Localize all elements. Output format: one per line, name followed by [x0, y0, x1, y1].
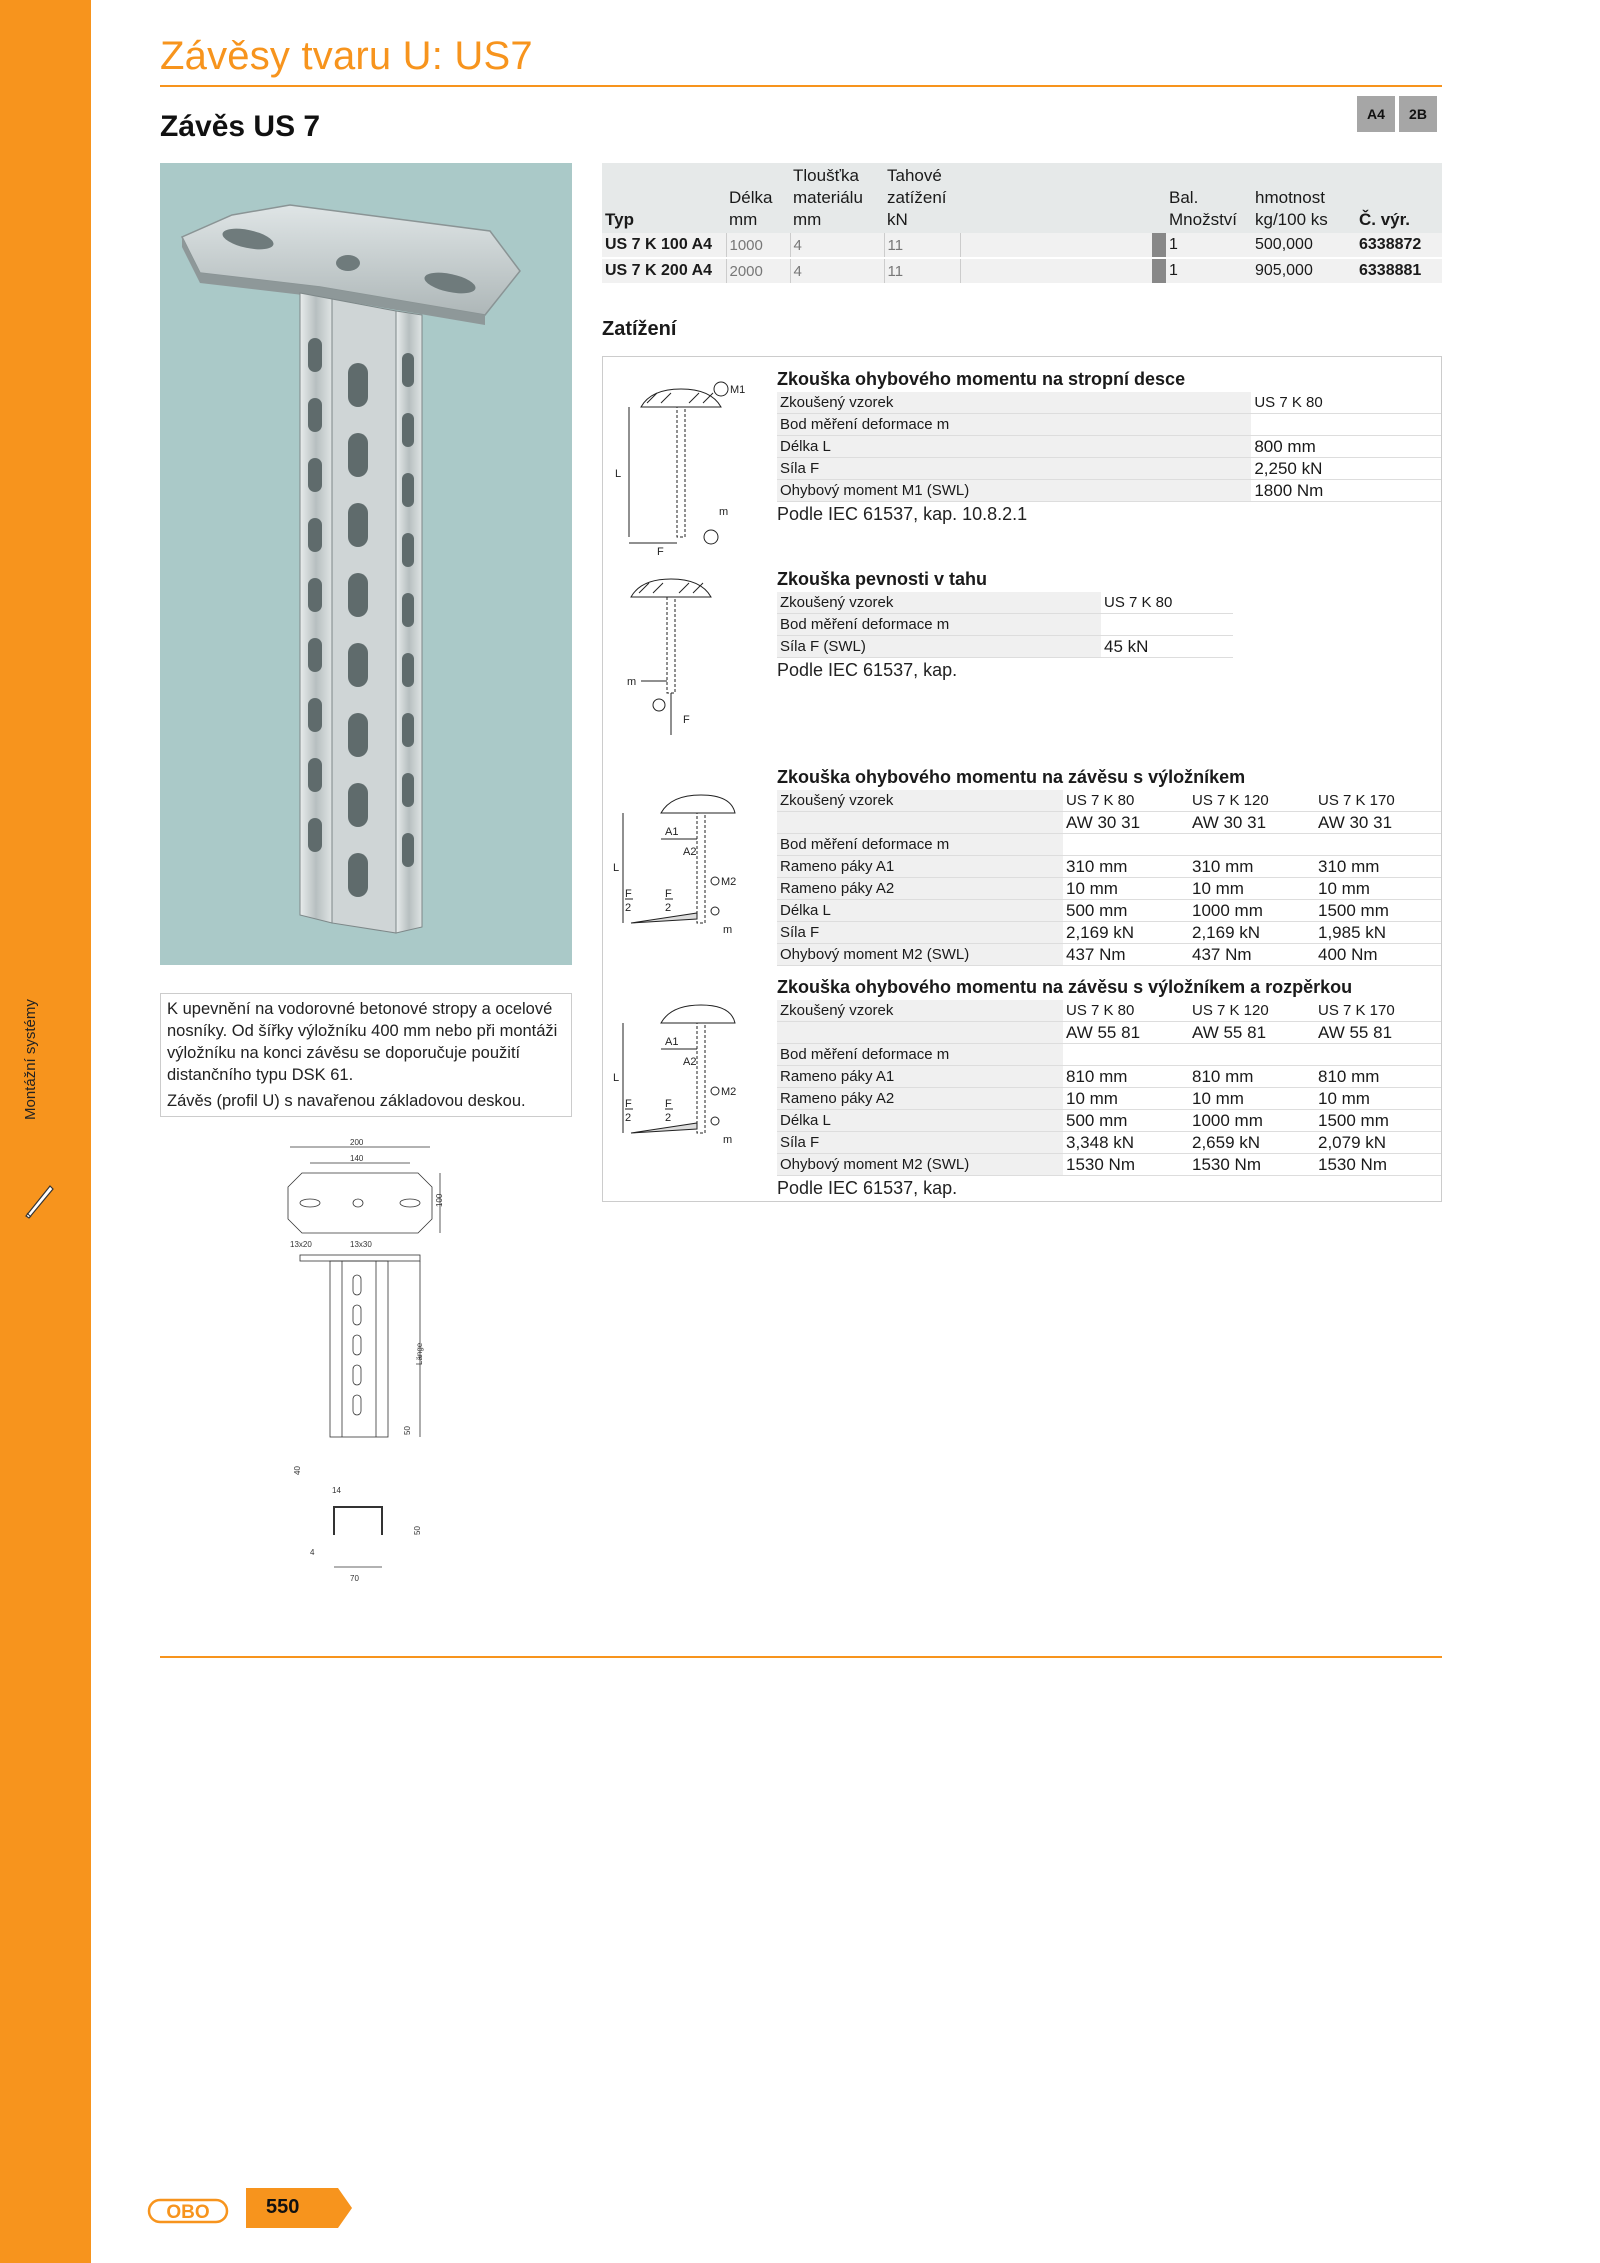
cell: 1530 Nm	[1189, 1154, 1315, 1176]
col-head: US 7 K 80	[1063, 1000, 1189, 1022]
standard-note: Podle IEC 61537, kap.	[777, 1178, 958, 1198]
cell: 10 mm	[1189, 878, 1315, 900]
col-head: US 7 K 80	[1063, 790, 1189, 812]
table-row	[777, 834, 1441, 856]
col-spacer	[960, 163, 1152, 233]
tensile-test-diagram	[611, 567, 731, 737]
col-label: hmotnost	[1255, 188, 1325, 207]
cell	[1189, 834, 1315, 856]
table-row	[777, 414, 1441, 436]
table-row	[777, 900, 1441, 922]
badge-group	[1357, 96, 1437, 132]
diag-label: m	[723, 924, 733, 936]
cell-tahove: 11	[884, 258, 960, 284]
table-row	[777, 636, 1233, 658]
table-row	[777, 812, 1441, 834]
section-bending-slab	[777, 369, 1441, 525]
row-marker	[1152, 258, 1166, 284]
title-rule	[160, 85, 1442, 87]
diag-label: F	[625, 1098, 632, 1110]
table-row	[777, 458, 1441, 480]
hanger-illustration	[160, 163, 572, 965]
row-marker	[1152, 233, 1166, 258]
row-label: Rameno páky A1	[777, 1066, 1063, 1088]
bending-test-diagram	[611, 367, 746, 558]
diag-label: L	[613, 1072, 620, 1084]
diag-label: F	[665, 888, 672, 900]
cell-tloustka: 4	[790, 233, 884, 258]
diag-label: F	[625, 888, 632, 900]
bracket-test-diagram	[611, 787, 737, 937]
diag-label: m	[723, 1134, 733, 1146]
dim-label: 14	[332, 1486, 341, 1495]
subhead: AW 30 31	[1063, 812, 1189, 834]
col-typ	[602, 163, 726, 233]
product-table	[602, 163, 1442, 285]
dim-label: Länge	[415, 1342, 424, 1365]
row-label: Bod měření deformace m	[777, 414, 1251, 436]
table-row	[777, 1088, 1441, 1110]
table-row	[777, 436, 1441, 458]
row-label: Zkoušený vzorek	[777, 1000, 1063, 1022]
cell-bal: 1	[1166, 233, 1252, 258]
diag-label: M2	[721, 1086, 737, 1098]
cell: 2,659 kN	[1189, 1132, 1315, 1154]
cell	[1315, 1044, 1441, 1066]
cell: 1500 mm	[1315, 900, 1441, 922]
diag-label: A1	[665, 826, 679, 838]
dim-label: 4	[310, 1548, 315, 1557]
diag-label: 2	[625, 1112, 632, 1124]
cell: 1,985 kN	[1315, 922, 1441, 944]
row-label: Síla F (SWL)	[777, 636, 1101, 658]
cell: 1000 mm	[1189, 1110, 1315, 1132]
bracket-spacer-test-diagram	[611, 997, 737, 1147]
table-row	[777, 1044, 1441, 1066]
cell: 310 mm	[1063, 856, 1189, 878]
cell: 310 mm	[1315, 856, 1441, 878]
row-label: Délka L	[777, 1110, 1063, 1132]
row-label: Bod měření deformace m	[777, 834, 1063, 856]
row-label: Ohybový moment M1 (SWL)	[777, 480, 1251, 502]
cell-typ: US 7 K 200 A4	[602, 258, 726, 284]
table-row	[777, 592, 1233, 614]
row-label	[777, 1022, 1063, 1044]
subhead: AW 30 31	[1189, 812, 1315, 834]
cell-tahove: 11	[884, 233, 960, 258]
section-table	[777, 790, 1441, 966]
diag-label: m	[719, 506, 729, 518]
cell: 810 mm	[1189, 1066, 1315, 1088]
table-row	[777, 392, 1441, 414]
dim-label: 50	[403, 1426, 412, 1435]
diag-label: M2	[721, 876, 737, 888]
sidebar-strip	[0, 0, 91, 2263]
row-label: Ohybový moment M2 (SWL)	[777, 944, 1063, 966]
table-row	[777, 1022, 1441, 1044]
section-bracket-spacer	[777, 977, 1441, 1199]
diag-label: F	[683, 714, 690, 726]
diag-label: A1	[665, 1036, 679, 1048]
cell: 10 mm	[1189, 1088, 1315, 1110]
col-bal	[1166, 163, 1252, 233]
table-row	[777, 1110, 1441, 1132]
cell-spacer	[960, 233, 1152, 258]
col-label: Bal.	[1169, 188, 1199, 207]
cell-delka: 1000	[726, 233, 790, 258]
diag-label: M1	[730, 384, 746, 396]
cell-spacer	[960, 258, 1152, 284]
section-title: Zkouška pevnosti v tahu	[777, 569, 988, 589]
col-head: US 7 K 170	[1315, 1000, 1441, 1022]
cell-bal: 1	[1166, 258, 1252, 284]
col-hmotnost	[1252, 163, 1356, 233]
col-label: Délka	[729, 188, 773, 207]
row-value: 800 mm	[1251, 436, 1441, 458]
table-row	[777, 1154, 1441, 1176]
row-label: Síla F	[777, 922, 1063, 944]
page-title: Závěsy tvaru U: US7	[160, 34, 533, 78]
diag-label: 2	[665, 1112, 672, 1124]
col-label: zatížení	[887, 188, 947, 207]
technical-drawing	[270, 1135, 450, 1585]
cell: 2,079 kN	[1315, 1132, 1441, 1154]
cell: 10 mm	[1063, 1088, 1189, 1110]
cell-hmotnost: 905,000	[1252, 258, 1356, 284]
cell-hmotnost: 500,000	[1252, 233, 1356, 258]
cell: 10 mm	[1063, 878, 1189, 900]
row-value	[1101, 614, 1233, 636]
standard-note: Podle IEC 61537, kap.	[777, 660, 958, 680]
row-value: 45 kN	[1101, 636, 1233, 658]
col-label: Tahové	[887, 166, 942, 185]
row-label: Rameno páky A1	[777, 856, 1063, 878]
load-box	[602, 356, 1442, 1202]
col-head: US 7 K 120	[1189, 790, 1315, 812]
page-number-tab	[246, 2188, 352, 2228]
col-marker	[1152, 163, 1166, 233]
row-value	[1251, 414, 1441, 436]
section-table	[777, 392, 1441, 502]
load-heading: Zatížení	[602, 318, 677, 340]
col-label: Č. výr.	[1359, 210, 1411, 229]
diag-label: F	[665, 1098, 672, 1110]
cell: 3,348 kN	[1063, 1132, 1189, 1154]
row-value: 2,250 kN	[1251, 458, 1441, 480]
section-table	[777, 592, 1233, 658]
dim-label: 100	[435, 1193, 444, 1207]
table-row	[777, 480, 1441, 502]
product-photo	[160, 163, 572, 965]
col-label: Tloušťka	[793, 166, 859, 185]
section-title: Zkouška ohybového momentu na závěsu s výložníkem	[777, 767, 1246, 787]
row-value: 1800 Nm	[1251, 480, 1441, 502]
cell: 437 Nm	[1189, 944, 1315, 966]
table-row	[602, 258, 1442, 284]
cell: 810 mm	[1063, 1066, 1189, 1088]
row-label: Rameno páky A2	[777, 1088, 1063, 1110]
col-head: US 7 K 120	[1189, 1000, 1315, 1022]
dim-label: 50	[413, 1526, 422, 1535]
cell	[1189, 1044, 1315, 1066]
diag-label: 2	[665, 902, 672, 914]
diag-label: A2	[683, 846, 697, 858]
row-label: Zkoušený vzorek	[777, 790, 1063, 812]
col-cvyr	[1356, 163, 1442, 233]
cell: 1530 Nm	[1063, 1154, 1189, 1176]
col-label: Množství	[1169, 210, 1238, 229]
dim-label: 140	[350, 1154, 364, 1163]
cell	[1063, 1044, 1189, 1066]
page-number: 550	[266, 2196, 300, 2218]
row-label: Délka L	[777, 900, 1063, 922]
table-row	[777, 944, 1441, 966]
badge-a4: A4	[1357, 96, 1395, 132]
row-value: US 7 K 80	[1251, 392, 1441, 414]
col-head: US 7 K 170	[1315, 790, 1441, 812]
section-table	[777, 1000, 1441, 1176]
cell: 10 mm	[1315, 1088, 1441, 1110]
standard-note: Podle IEC 61537, kap. 10.8.2.1	[777, 504, 1028, 524]
bottom-rule	[160, 1656, 1442, 1658]
col-delka	[726, 163, 790, 233]
cell: 810 mm	[1315, 1066, 1441, 1088]
category-label: Montážní systémy	[22, 999, 39, 1120]
cell-tloustka: 4	[790, 258, 884, 284]
description-text-2: Závěs (profil U) s navařenou základovou deskou.	[167, 1092, 526, 1110]
table-row	[777, 614, 1233, 636]
diag-label: m	[627, 676, 637, 688]
subhead: AW 55 81	[1189, 1022, 1315, 1044]
dim-label: 40	[293, 1466, 302, 1475]
cell-typ: US 7 K 100 A4	[602, 233, 726, 258]
cell-cvyr: 6338872	[1356, 233, 1442, 258]
cell: 500 mm	[1063, 900, 1189, 922]
diag-label: L	[613, 862, 620, 874]
description-text: K upevnění na vodorovné betonové stropy a ocelové nosníky. Od šířky výložníku 400 mm nebo při montáži výložníku na konci závěsu se doporučuje použití distančního typu DSK 61.	[167, 1000, 558, 1084]
cell: 2,169 kN	[1189, 922, 1315, 944]
table-row	[777, 1066, 1441, 1088]
cell	[1315, 834, 1441, 856]
row-label: Zkoušený vzorek	[777, 392, 1251, 414]
cell: 1530 Nm	[1315, 1154, 1441, 1176]
col-unit: mm	[729, 210, 758, 229]
logo-text: OBO	[166, 2202, 210, 2223]
table-row	[777, 790, 1441, 812]
cell: 1500 mm	[1315, 1110, 1441, 1132]
row-label: Zkoušený vzorek	[777, 592, 1101, 614]
description-box	[160, 993, 572, 1117]
row-label: Bod měření deformace m	[777, 1044, 1063, 1066]
diag-label: F	[657, 546, 664, 558]
table-header-row	[602, 163, 1442, 233]
dim-label: 13x30	[350, 1240, 372, 1249]
table-row	[602, 233, 1442, 258]
cell: 500 mm	[1063, 1110, 1189, 1132]
product-title: Závěs US 7	[160, 110, 321, 143]
col-typ-label: Typ	[605, 210, 634, 229]
cell-cvyr: 6338881	[1356, 258, 1442, 284]
row-label: Rameno páky A2	[777, 878, 1063, 900]
table-row	[777, 1000, 1441, 1022]
table-row	[777, 922, 1441, 944]
cell-delka: 2000	[726, 258, 790, 284]
col-tloustka	[790, 163, 884, 233]
badge-2b: 2B	[1399, 96, 1437, 132]
subhead: AW 30 31	[1315, 812, 1441, 834]
section-title: Zkouška ohybového momentu na stropní desce	[777, 369, 1186, 389]
row-value: US 7 K 80	[1101, 592, 1233, 614]
table-row	[777, 878, 1441, 900]
row-label	[777, 812, 1063, 834]
row-label: Délka L	[777, 436, 1251, 458]
cell: 437 Nm	[1063, 944, 1189, 966]
diag-label: L	[615, 468, 622, 480]
diag-label: 2	[625, 902, 632, 914]
dim-label: 13x20	[290, 1240, 312, 1249]
dim-label: 200	[350, 1138, 364, 1147]
col-unit: kN	[887, 210, 908, 229]
cell: 1000 mm	[1189, 900, 1315, 922]
cell	[1063, 834, 1189, 856]
table-row	[777, 856, 1441, 878]
tool-icon	[22, 1180, 56, 1220]
diag-label: A2	[683, 1056, 697, 1068]
subhead: AW 55 81	[1315, 1022, 1441, 1044]
col-unit: kg/100 ks	[1255, 210, 1328, 229]
section-bracket	[777, 767, 1441, 966]
subhead: AW 55 81	[1063, 1022, 1189, 1044]
row-label: Ohybový moment M2 (SWL)	[777, 1154, 1063, 1176]
cell: 400 Nm	[1315, 944, 1441, 966]
dim-label: 70	[350, 1574, 359, 1583]
obo-logo	[148, 2196, 228, 2226]
cell: 2,169 kN	[1063, 922, 1189, 944]
cell: 10 mm	[1315, 878, 1441, 900]
section-tensile	[777, 569, 1233, 681]
section-title: Zkouška ohybového momentu na závěsu s výložníkem a rozpěrkou	[777, 977, 1353, 997]
row-label: Síla F	[777, 1132, 1063, 1154]
cell: 310 mm	[1189, 856, 1315, 878]
row-label: Bod měření deformace m	[777, 614, 1101, 636]
table-row	[777, 1132, 1441, 1154]
col-unit: mm	[793, 210, 822, 229]
row-label: Síla F	[777, 458, 1251, 480]
col-label: materiálu	[793, 188, 863, 207]
col-tahove	[884, 163, 960, 233]
